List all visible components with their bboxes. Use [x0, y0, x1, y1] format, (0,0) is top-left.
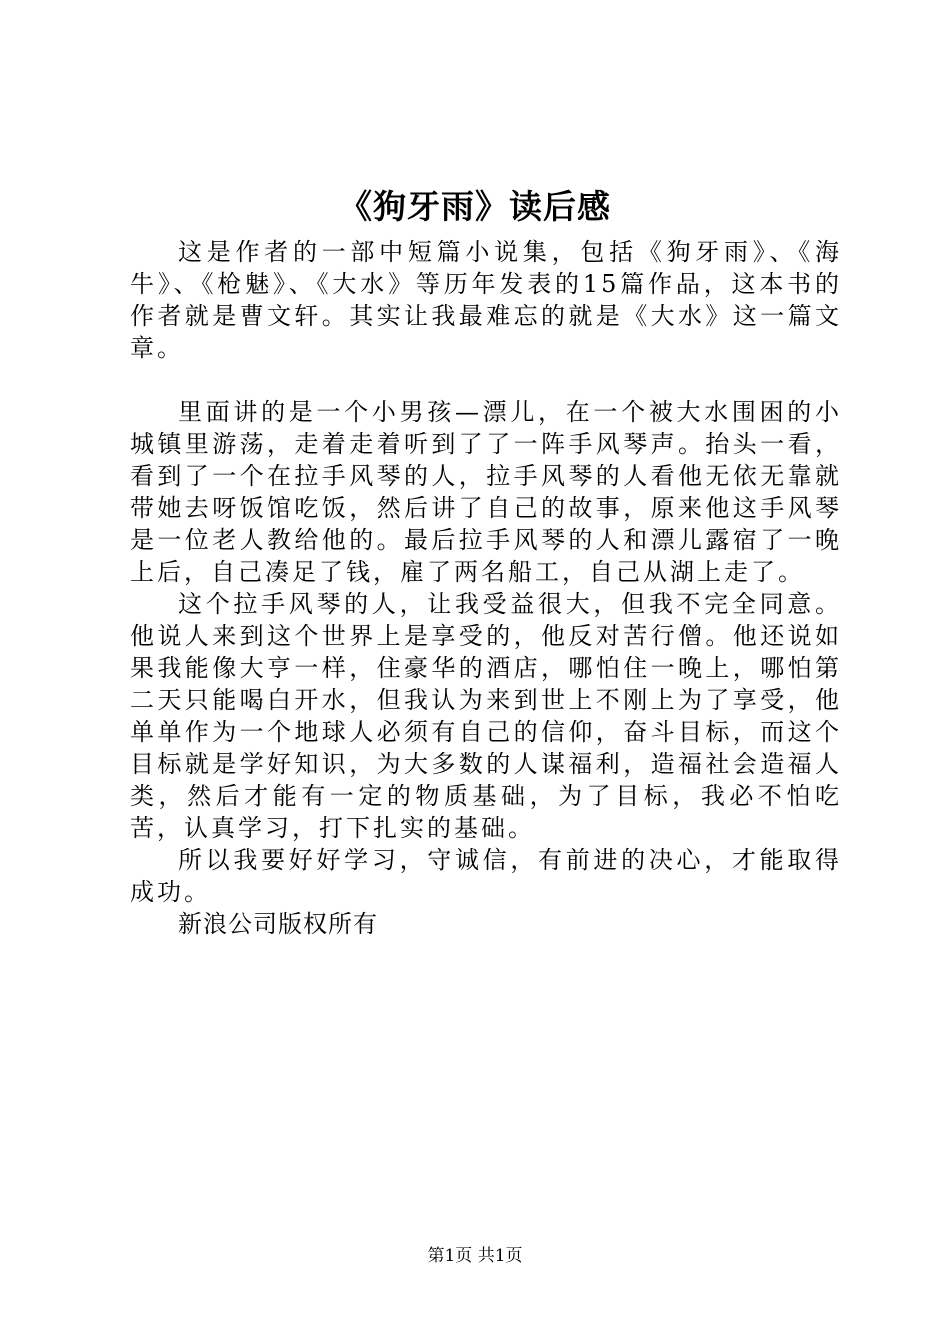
paragraph-story: 里面讲的是一个小男孩—漂儿，在一个被大水围困的小城镇里游荡，走着走着听到了了一阵手风琴声。抬头一看，看到了一个在拉手风琴的人，拉手风琴的人看他无依无靠就带她去呀饭馆吃饭，然后讲了自己的故事，原来他这手风琴是一位老人教给他的。最后拉手风琴的人和漂儿露宿了一晚上后，自己凑足了钱，雇了两名船工，自己从湖上走了。: [130, 398, 842, 586]
paragraph-opinion: 这个拉手风琴的人，让我受益很大，但我不完全同意。他说人来到这个世界上是享受的，他反对苦行僧。他还说如果我能像大亨一样，住豪华的酒店，哪怕住一晚上，哪怕第二天只能喝白开水，但我认为来到世上不刚上为了享受，他单单作为一个地球人必须有自己的信仰，奋斗目标，而这个目标就是学好知识，为大多数的人谋福利，造福社会造福人类，然后才能有一定的物质基础，为了目标，我必不怕吃苦，认真学习，打下扎实的基础。: [130, 590, 842, 842]
document-body: [130, 236, 842, 940]
paragraph-conclusion: 所以我要好好学习，守诚信，有前进的决心，才能取得成功。: [130, 846, 842, 906]
copyright-notice: 新浪公司版权所有: [178, 910, 378, 938]
page-number-footer: 第1页 共1页: [427, 1246, 523, 1266]
document-title: 《狗牙雨》读后感: [339, 187, 611, 226]
paragraph-intro: 这是作者的一部中短篇小说集，包括《狗牙雨》、《海牛》、《枪魅》、《大水》等历年发表的15篇作品，这本书的作者就是曹文轩。其实让我最难忘的就是《大水》这一篇文章。: [130, 238, 842, 362]
